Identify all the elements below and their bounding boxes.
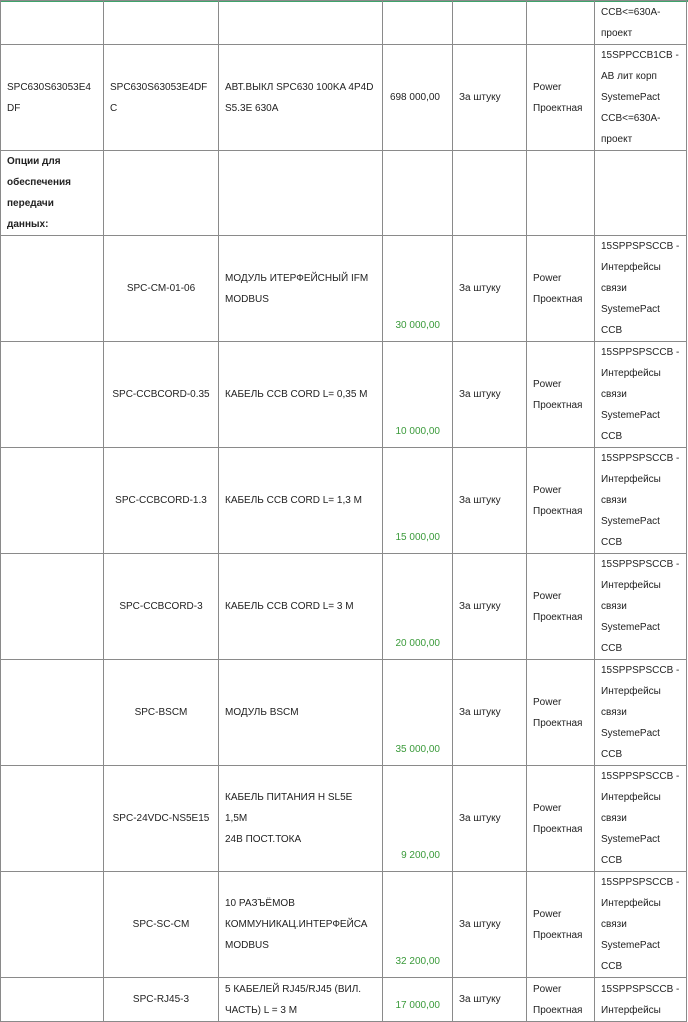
reference-code: SPC-24VDC-NS5E15 bbox=[112, 813, 210, 824]
material-code-cell bbox=[1, 151, 104, 236]
price-value-cell bbox=[383, 978, 453, 1022]
material-code-cell bbox=[1, 45, 104, 151]
group-description-cell bbox=[595, 660, 687, 766]
product-description: КАБЕЛЬ CCB CORD L= 0,35 М bbox=[225, 389, 368, 400]
price-value: 10 000,00 bbox=[395, 426, 440, 437]
material-code-cell bbox=[1, 766, 104, 872]
reference-code-cell bbox=[104, 342, 219, 448]
group-description-cell bbox=[595, 151, 687, 236]
price-value-cell bbox=[383, 1, 453, 45]
unit-of-measure-cell bbox=[453, 766, 527, 872]
group-description: 15SPPSPSCCB - Интерфейсы связи SystemePact CCB bbox=[601, 559, 680, 654]
material-code-cell bbox=[1, 554, 104, 660]
group-description-cell bbox=[595, 766, 687, 872]
unit-of-measure-cell bbox=[453, 342, 527, 448]
price-value: 32 200,00 bbox=[395, 956, 440, 967]
segment-name-cell bbox=[527, 1, 595, 45]
unit-of-measure: За штуку bbox=[459, 707, 501, 718]
table-row bbox=[1, 342, 687, 448]
reference-code: SPC630S63053E4DFC bbox=[110, 81, 208, 114]
product-description-cell bbox=[219, 660, 383, 766]
reference-code-cell bbox=[104, 978, 219, 1022]
group-description-cell bbox=[595, 554, 687, 660]
segment-name-cell bbox=[527, 45, 595, 151]
unit-of-measure-cell bbox=[453, 660, 527, 766]
group-description: 15SPPSPSCCB - Интерфейсы связи SystemePact CCB bbox=[601, 665, 680, 760]
product-description: КАБЕЛЬ ПИТАНИЯ Н SL5E 1,5М 24В ПОСТ.ТОКА bbox=[225, 792, 353, 845]
reference-code-cell bbox=[104, 1, 219, 45]
material-code-cell bbox=[1, 342, 104, 448]
material-code-cell bbox=[1, 660, 104, 766]
table-row bbox=[1, 660, 687, 766]
reference-code: SPC-BSCM bbox=[134, 707, 188, 718]
reference-code-cell bbox=[104, 554, 219, 660]
price-value: 9 200,00 bbox=[401, 850, 440, 861]
price-value-cell bbox=[383, 45, 453, 151]
reference-code-cell bbox=[104, 766, 219, 872]
reference-code: SPC-CM-01-06 bbox=[126, 283, 196, 294]
price-value-cell bbox=[383, 872, 453, 978]
group-description-cell bbox=[595, 1, 687, 45]
segment-name: Power Проектная bbox=[533, 696, 583, 729]
price-value: 698 000,00 bbox=[389, 92, 440, 103]
price-value-cell bbox=[383, 448, 453, 554]
segment-name-cell bbox=[527, 448, 595, 554]
group-description: 15SPPCCB1CB - AB лит корп SystemePact CCB<=630A- проект bbox=[601, 50, 679, 145]
table-row bbox=[1, 554, 687, 660]
material-code: Опции для обеспечения передачи данных: bbox=[7, 156, 72, 230]
product-description: МОДУЛЬ ИТЕРФЕЙСНЫЙ IFM MODBUS bbox=[225, 272, 369, 305]
price-value-cell bbox=[383, 236, 453, 342]
unit-of-measure: За штуку bbox=[459, 919, 501, 930]
material-code-cell bbox=[1, 978, 104, 1022]
reference-code-cell bbox=[104, 151, 219, 236]
segment-name-cell bbox=[527, 978, 595, 1022]
price-value-cell bbox=[383, 554, 453, 660]
group-description-cell bbox=[595, 236, 687, 342]
material-code-cell bbox=[1, 872, 104, 978]
segment-name: Power Проектная bbox=[533, 81, 583, 114]
group-description-cell bbox=[595, 342, 687, 448]
segment-name: Power Проектная bbox=[533, 802, 583, 835]
unit-of-measure-cell bbox=[453, 448, 527, 554]
material-code: SPC630S63053E4DF bbox=[7, 81, 91, 114]
product-description: КАБЕЛЬ CCB CORD L= 1,3 М bbox=[225, 495, 362, 506]
table-row bbox=[1, 236, 687, 342]
group-description: 15SPPSPSCCB - Интерфейсы bbox=[601, 983, 680, 1016]
table-row bbox=[1, 766, 687, 872]
product-description-cell bbox=[219, 978, 383, 1022]
group-description-cell bbox=[595, 978, 687, 1022]
group-description: CCB<=630A- проект bbox=[601, 6, 661, 39]
unit-of-measure: За штуку bbox=[459, 813, 501, 824]
unit-of-measure-cell bbox=[453, 554, 527, 660]
product-description: 5 КАБЕЛЕЙ RJ45/RJ45 (ВИЛ. ЧАСТЬ) L = 3 М bbox=[225, 983, 362, 1016]
product-description-cell bbox=[219, 554, 383, 660]
price-value-cell bbox=[383, 151, 453, 236]
segment-name: Power Проектная bbox=[533, 272, 583, 305]
reference-code-cell bbox=[104, 660, 219, 766]
unit-of-measure: За штуку bbox=[459, 601, 501, 612]
product-description-cell bbox=[219, 151, 383, 236]
price-value: 15 000,00 bbox=[395, 532, 440, 543]
reference-code: SPC-RJ45-3 bbox=[132, 994, 190, 1005]
segment-name-cell bbox=[527, 342, 595, 448]
unit-of-measure: За штуку bbox=[459, 283, 501, 294]
unit-of-measure-cell bbox=[453, 45, 527, 151]
unit-of-measure: За штуку bbox=[459, 92, 501, 103]
product-description: АВТ.ВЫКЛ SPC630 100KA 4P4D S5.3E 630A bbox=[225, 81, 374, 114]
table-row bbox=[1, 872, 687, 978]
group-description: 15SPPSPSCCB - Интерфейсы связи SystemePact CCB bbox=[601, 241, 680, 336]
price-value: 35 000,00 bbox=[395, 744, 440, 755]
material-code-cell bbox=[1, 236, 104, 342]
unit-of-measure: За штуку bbox=[459, 994, 501, 1005]
price-value: 17 000,00 bbox=[395, 1000, 440, 1011]
product-description-cell bbox=[219, 45, 383, 151]
segment-name: Power Проектная bbox=[533, 378, 583, 411]
product-description-cell bbox=[219, 1, 383, 45]
price-value: 30 000,00 bbox=[395, 320, 440, 331]
table-row bbox=[1, 151, 687, 236]
product-description-cell bbox=[219, 342, 383, 448]
product-description-cell bbox=[219, 236, 383, 342]
product-description: МОДУЛЬ BSCM bbox=[225, 707, 299, 718]
segment-name: Power Проектная bbox=[533, 590, 583, 623]
reference-code: SPC-CCBCORD-3 bbox=[119, 601, 203, 612]
segment-name-cell bbox=[527, 554, 595, 660]
segment-name: Power Проектная bbox=[533, 484, 583, 517]
table-row bbox=[1, 1, 687, 45]
segment-name-cell bbox=[527, 660, 595, 766]
unit-of-measure-cell bbox=[453, 236, 527, 342]
segment-name: Power Проектная bbox=[533, 983, 583, 1016]
group-description: 15SPPSPSCCB - Интерфейсы связи SystemePact CCB bbox=[601, 347, 680, 442]
unit-of-measure-cell bbox=[453, 151, 527, 236]
product-description-cell bbox=[219, 872, 383, 978]
table-row bbox=[1, 978, 687, 1022]
unit-of-measure-cell bbox=[453, 1, 527, 45]
price-value-cell bbox=[383, 660, 453, 766]
unit-of-measure-cell bbox=[453, 978, 527, 1022]
group-description-cell bbox=[595, 872, 687, 978]
group-description-cell bbox=[595, 45, 687, 151]
unit-of-measure: За штуку bbox=[459, 389, 501, 400]
product-description: 10 РАЗЪЁМОВ КОММУНИКАЦ.ИНТЕРФЕЙСА MODBUS bbox=[225, 898, 368, 951]
material-code-cell bbox=[1, 448, 104, 554]
group-description: 15SPPSPSCCB - Интерфейсы связи SystemePact CCB bbox=[601, 877, 680, 972]
price-value-cell bbox=[383, 766, 453, 872]
segment-name-cell bbox=[527, 872, 595, 978]
reference-code-cell bbox=[104, 236, 219, 342]
segment-name-cell bbox=[527, 236, 595, 342]
product-description-cell bbox=[219, 766, 383, 872]
reference-code: SPC-CCBCORD-1.3 bbox=[115, 495, 207, 506]
price-value: 20 000,00 bbox=[395, 638, 440, 649]
group-description: 15SPPSPSCCB - Интерфейсы связи SystemePact CCB bbox=[601, 453, 680, 548]
segment-name-cell bbox=[527, 766, 595, 872]
reference-code-cell bbox=[104, 45, 219, 151]
material-code-cell bbox=[1, 1, 104, 45]
unit-of-measure-cell bbox=[453, 872, 527, 978]
table-row bbox=[1, 448, 687, 554]
group-description-cell bbox=[595, 448, 687, 554]
table-row bbox=[1, 45, 687, 151]
unit-of-measure: За штуку bbox=[459, 495, 501, 506]
product-description: КАБЕЛЬ CCB CORD L= 3 М bbox=[225, 601, 354, 612]
segment-name-cell bbox=[527, 151, 595, 236]
segment-name: Power Проектная bbox=[533, 908, 583, 941]
reference-code-cell bbox=[104, 872, 219, 978]
reference-code-cell bbox=[104, 448, 219, 554]
group-description: 15SPPSPSCCB - Интерфейсы связи SystemePact CCB bbox=[601, 771, 680, 866]
reference-code: SPC-SC-CM bbox=[132, 919, 190, 930]
reference-code: SPC-CCBCORD-0.35 bbox=[112, 389, 210, 400]
product-description-cell bbox=[219, 448, 383, 554]
price-value-cell bbox=[383, 342, 453, 448]
